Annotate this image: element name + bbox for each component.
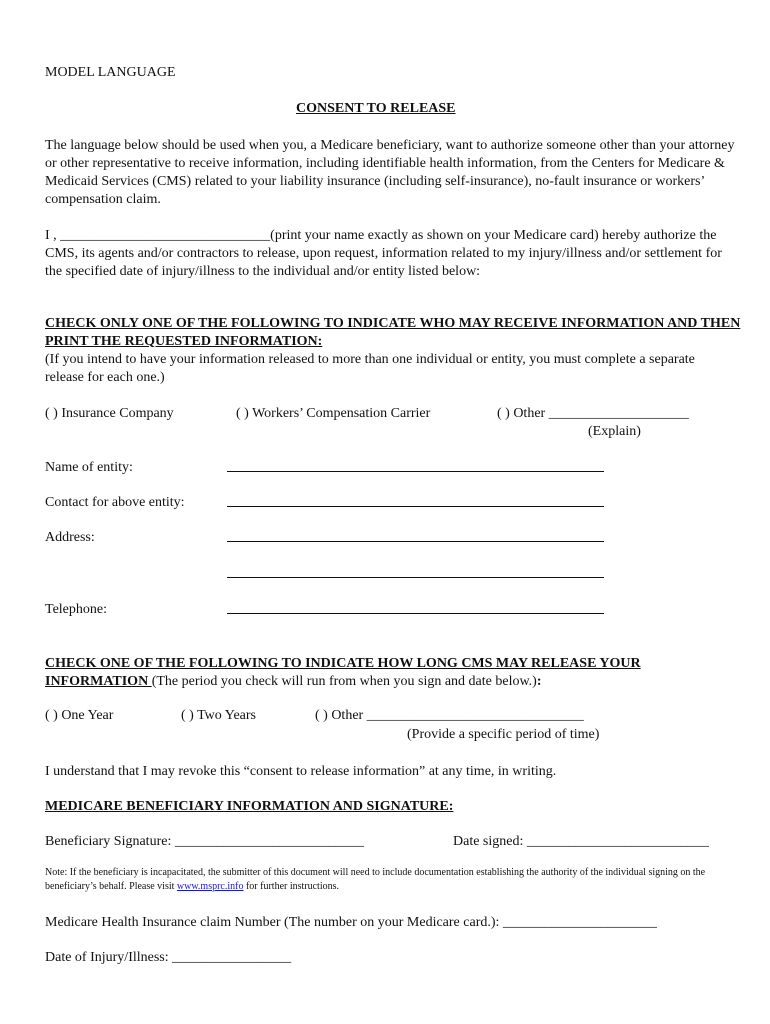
beneficiary-signature-row bbox=[45, 833, 364, 851]
other-recipient-blank[interactable]: ____________________ bbox=[548, 406, 689, 421]
other-period-blank[interactable]: _______________________________ bbox=[366, 708, 584, 723]
name-of-entity-field[interactable] bbox=[227, 471, 604, 472]
date-of-injury-field[interactable]: _________________ bbox=[172, 950, 292, 965]
duration-heading-information: INFORMATION bbox=[45, 674, 152, 689]
address-field-line-2[interactable] bbox=[227, 577, 604, 578]
claim-number-field[interactable]: ______________________ bbox=[502, 915, 657, 930]
model-language-label: MODEL LANGUAGE bbox=[45, 65, 176, 80]
telephone-field[interactable] bbox=[227, 613, 604, 614]
option-insurance-company[interactable]: ( ) Insurance Company bbox=[45, 406, 174, 421]
note-text-end: for further instructions. bbox=[243, 881, 340, 892]
date-of-injury-label: Date of Injury/Illness: bbox=[45, 950, 173, 965]
name-of-entity-label: Name of entity: bbox=[45, 460, 133, 475]
date-signed-row bbox=[453, 833, 709, 851]
beneficiary-signature-label: Beneficiary Signature: bbox=[45, 834, 175, 849]
option-other-recipient[interactable] bbox=[497, 405, 689, 423]
claim-number-row bbox=[45, 914, 657, 932]
date-of-injury-row bbox=[45, 949, 291, 967]
option-other-label: ( ) Other bbox=[497, 406, 549, 421]
authorization-prefix: I , bbox=[45, 228, 61, 243]
option-workers-compensation[interactable]: ( ) Workers’ Compensation Carrier bbox=[236, 406, 431, 421]
address-field-line-1[interactable] bbox=[227, 541, 604, 542]
incapacitated-note bbox=[45, 866, 725, 894]
option-two-years[interactable]: ( ) Two Years bbox=[181, 708, 256, 723]
authorization-paragraph bbox=[45, 227, 735, 281]
option-other-period-label: ( ) Other bbox=[315, 708, 367, 723]
page-title: CONSENT TO RELEASE bbox=[296, 101, 456, 116]
explain-label: (Explain) bbox=[588, 424, 641, 439]
signature-section-heading: MEDICARE BENEFICIARY INFORMATION AND SIGNATURE: bbox=[45, 799, 454, 814]
msprc-link[interactable]: www.msprc.info bbox=[176, 881, 244, 892]
duration-heading-note: (The period you check will run from when you sign and date below.) bbox=[151, 674, 537, 689]
address-label: Address: bbox=[45, 530, 95, 545]
note-text: Note: If the beneficiary is incapacitated, the submitter of this document will need to include documentation establishing the authority of the individual signing on the beneficiary’s behalf. Please visit bbox=[45, 867, 706, 892]
contact-label: Contact for above entity: bbox=[45, 495, 185, 510]
intro-paragraph: The language below should be used when you, a Medicare beneficiary, want to authorize someone other than your attorney or other representative to receive information, including identifiable health information, from the Centers for Medicare & Medicaid Services (CMS) related to your liability insurance (including self-insurance), no-fault insurance or workers’ compensation claim. bbox=[45, 138, 735, 207]
duration-section-subheading bbox=[45, 673, 542, 691]
duration-section-heading: CHECK ONE OF THE FOLLOWING TO INDICATE HOW LONG CMS MAY RELEASE YOUR bbox=[45, 656, 641, 671]
date-signed-label: Date signed: bbox=[453, 834, 527, 849]
duration-heading-colon: : bbox=[536, 674, 542, 689]
revoke-statement: I understand that I may revoke this “consent to release information” at any time, in writing. bbox=[45, 764, 557, 779]
claim-number-label: Medicare Health Insurance claim Number (The number on your Medicare card.): bbox=[45, 915, 503, 930]
telephone-label: Telephone: bbox=[45, 602, 107, 617]
option-one-year[interactable]: ( ) One Year bbox=[45, 708, 114, 723]
provide-period-label: (Provide a specific period of time) bbox=[407, 727, 600, 742]
recipient-section-note: (If you intend to have your information released to more than one individual or entity, you must complete a separate release for each one.) bbox=[45, 352, 695, 385]
option-other-period[interactable] bbox=[315, 707, 584, 725]
date-signed-field[interactable]: __________________________ bbox=[526, 834, 709, 849]
contact-field[interactable] bbox=[227, 506, 604, 507]
authorization-text: (print your name exactly as shown on your Medicare card) hereby authorize the CMS, its agents and/or contractors to release, upon request, information related to my injury/illness and/or settlement for the specified date of injury/illness to the individual and/or entity listed below: bbox=[45, 228, 722, 279]
beneficiary-signature-field[interactable]: ___________________________ bbox=[174, 834, 364, 849]
beneficiary-name-blank[interactable]: ______________________________ bbox=[60, 228, 271, 243]
recipient-section-heading: CHECK ONLY ONE OF THE FOLLOWING TO INDICATE WHO MAY RECEIVE INFORMATION AND THEN PRINT THE REQUESTED INFORMATION: bbox=[45, 316, 741, 349]
